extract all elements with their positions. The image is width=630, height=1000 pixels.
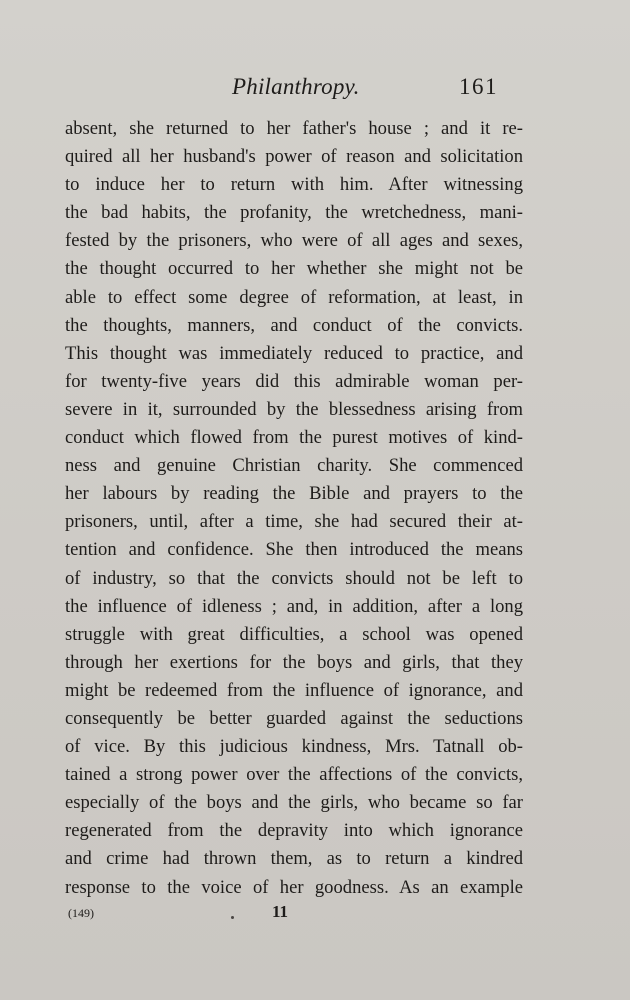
text-line: to induce her to return with him. After witnessing <box>65 174 523 196</box>
text-line: of industry, so that the convicts should not be left to <box>65 567 523 589</box>
text-line: severe in it, surrounded by the blessedness arising from <box>65 398 523 420</box>
text-line: might be redeemed from the influence of ignorance, and <box>65 679 523 701</box>
text-line: consequently be better guarded against the seductions <box>65 707 523 729</box>
printer-mark: (149) <box>68 906 94 920</box>
signature-mark: 11 <box>272 902 289 921</box>
text-line: prisoners, until, after a time, she had secured their at- <box>65 511 523 533</box>
page-footer <box>0 900 630 930</box>
text-line: ness and genuine Christian charity. She commenced <box>65 455 523 477</box>
text-line: tention and confidence. She then introduced the means <box>65 539 523 561</box>
text-line: absent, she returned to her father's house ; and it re- <box>65 118 523 139</box>
text-line: her labours by reading the Bible and prayers to the <box>65 483 523 505</box>
text-line: especially of the boys and the girls, who became so far <box>65 792 523 814</box>
body-text <box>65 115 523 902</box>
text-line: This thought was immediately reduced to practice, and <box>65 342 523 364</box>
text-line: response to the voice of her goodness. As an example <box>65 876 523 898</box>
text-line: conduct which flowed from the purest motives of kind- <box>65 427 523 449</box>
running-title: Philanthropy. <box>232 74 360 99</box>
text-line: of vice. By this judicious kindness, Mrs. Tatnall ob- <box>65 736 523 758</box>
text-line: tained a strong power over the affections of the convicts, <box>65 764 523 786</box>
text-line: the thoughts, manners, and conduct of the convicts. <box>65 314 523 336</box>
text-line: fested by the prisoners, who were of all ages and sexes, <box>65 230 523 252</box>
ink-speck <box>231 916 234 919</box>
text-line: the thought occurred to her whether she might not be <box>65 258 523 280</box>
text-line: the bad habits, the profanity, the wretchedness, mani- <box>65 202 523 224</box>
text-line: regenerated from the depravity into which ignorance <box>65 820 523 842</box>
page-header <box>0 72 630 106</box>
text-line: the influence of idleness ; and, in addition, after a long <box>65 595 523 617</box>
text-line: able to effect some degree of reformation, at least, in <box>65 286 523 308</box>
text-line: struggle with great difficulties, a school was opened <box>65 623 523 645</box>
text-line: for twenty-five years did this admirable woman per- <box>65 370 523 392</box>
text-line: quired all her husband's power of reason and solicitation <box>65 146 523 168</box>
page-number: 161 <box>459 74 498 99</box>
text-line: and crime had thrown them, as to return a kindred <box>65 848 523 870</box>
text-line: through her exertions for the boys and girls, that they <box>65 651 523 673</box>
